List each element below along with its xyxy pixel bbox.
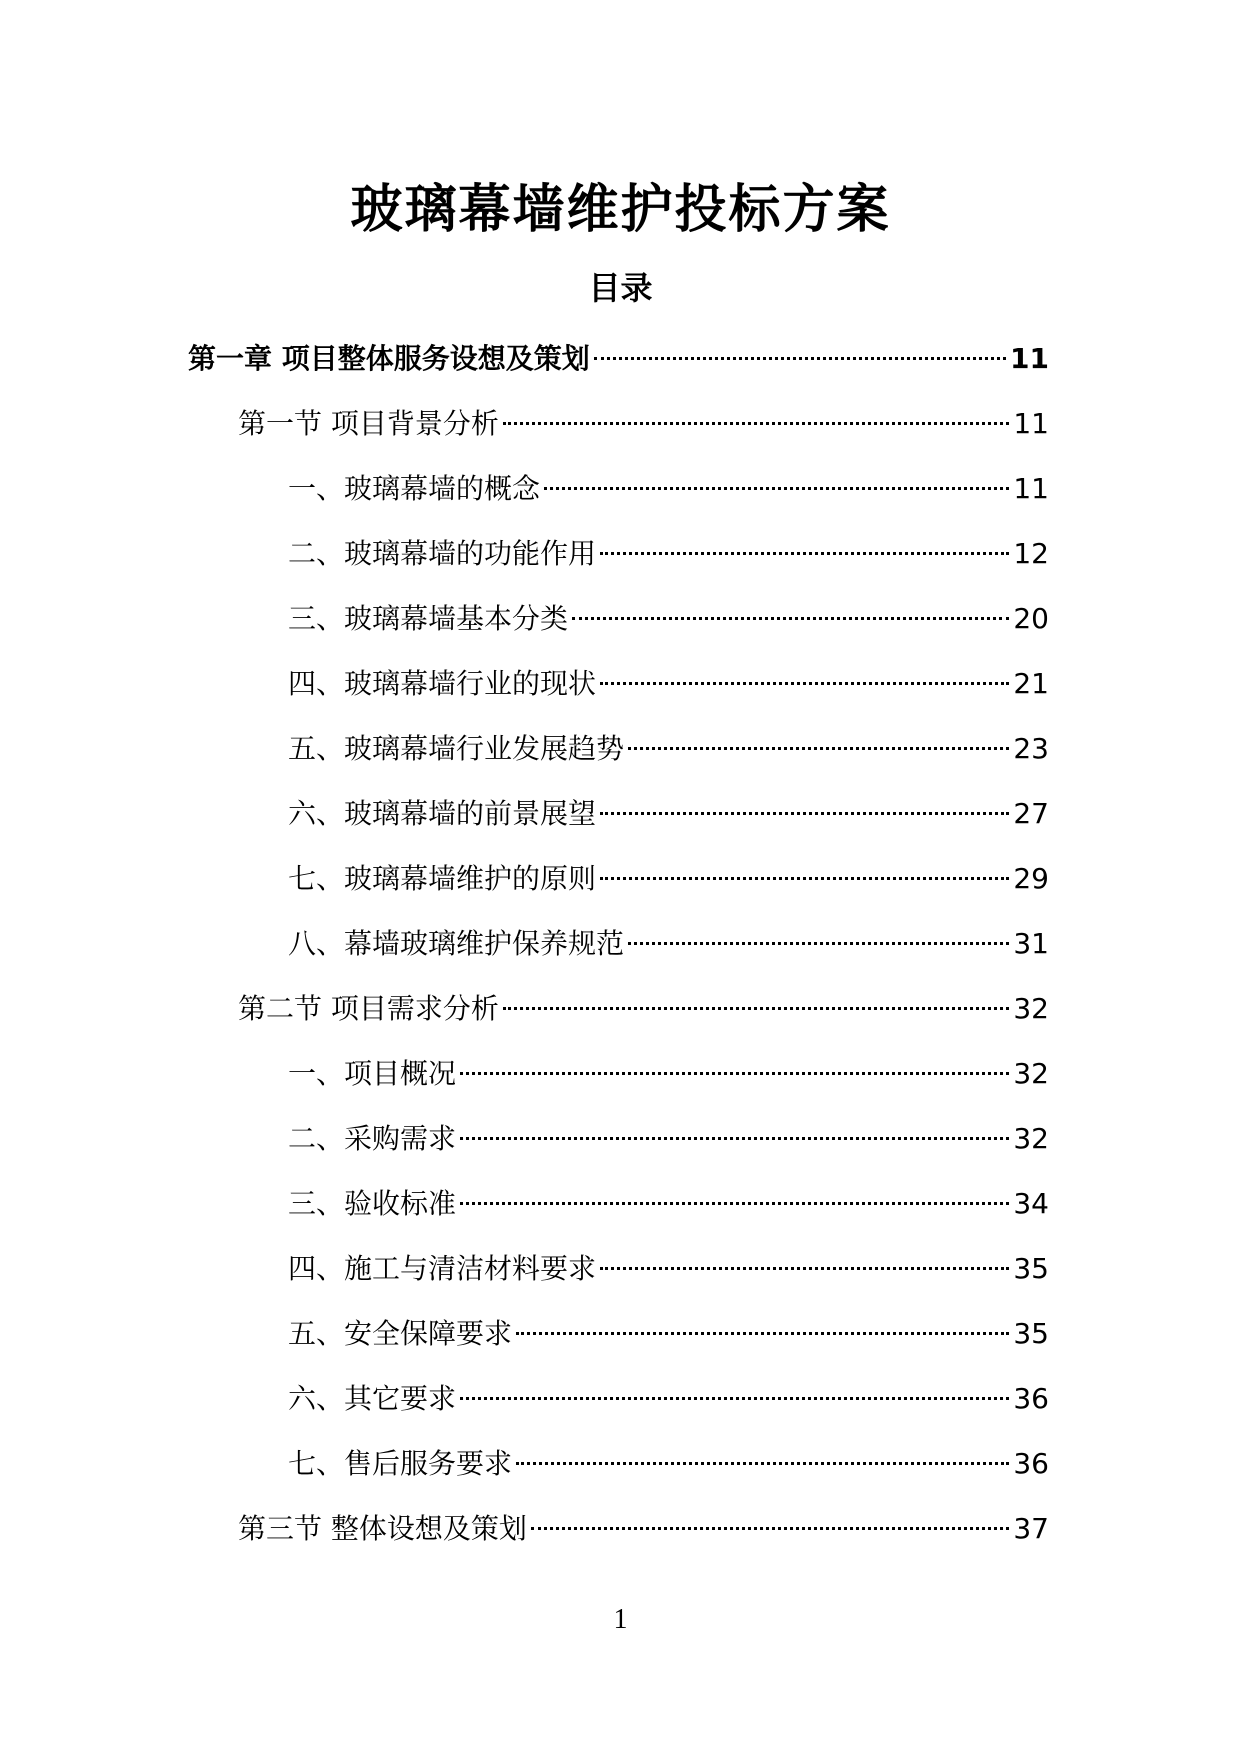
toc-heading: 目录 bbox=[588, 269, 653, 307]
toc-entry-text: 五、玻璃幕墙行业发展趋势 bbox=[288, 732, 625, 765]
toc-entry-page: 21 bbox=[1013, 667, 1049, 700]
toc-entry-item[interactable] bbox=[0, 1106, 1241, 1171]
toc-entry-page: 27 bbox=[1013, 797, 1049, 830]
toc-entry-item[interactable] bbox=[0, 651, 1241, 716]
toc-entry-text: 八、幕墙玻璃维护保养规范 bbox=[288, 927, 625, 960]
toc-entry-page: 29 bbox=[1013, 862, 1049, 895]
toc-entry-page: 32 bbox=[1013, 1122, 1049, 1155]
toc-entry-item[interactable] bbox=[0, 911, 1241, 976]
toc-entry-chapter-1[interactable] bbox=[0, 326, 1241, 391]
toc-entry-item[interactable] bbox=[0, 1171, 1241, 1236]
toc-entry-page: 11 bbox=[1013, 472, 1049, 505]
toc-dot-leader bbox=[516, 1462, 1009, 1465]
toc-dot-leader bbox=[628, 747, 1009, 750]
toc-dot-leader bbox=[572, 617, 1009, 620]
toc-entry-text: 七、玻璃幕墙维护的原则 bbox=[288, 862, 597, 895]
toc-dot-leader bbox=[516, 1332, 1009, 1335]
toc-entry-page: 11 bbox=[1010, 342, 1049, 375]
toc-dot-leader bbox=[594, 357, 1006, 360]
toc-dot-leader bbox=[460, 1137, 1009, 1140]
toc-entry-page: 11 bbox=[1013, 407, 1049, 440]
toc-entry-section-2[interactable] bbox=[0, 976, 1241, 1041]
toc-entry-text: 一、项目概况 bbox=[288, 1057, 457, 1090]
table-of-contents bbox=[0, 326, 1241, 1561]
toc-entry-text: 四、玻璃幕墙行业的现状 bbox=[288, 667, 597, 700]
toc-entry-item[interactable] bbox=[0, 846, 1241, 911]
page-number: 1 bbox=[613, 1604, 628, 1635]
toc-entry-item[interactable] bbox=[0, 586, 1241, 651]
toc-dot-leader bbox=[544, 487, 1009, 490]
toc-entry-text: 二、玻璃幕墙的功能作用 bbox=[288, 537, 597, 570]
toc-entry-text: 三、验收标准 bbox=[288, 1187, 457, 1220]
toc-entry-item[interactable] bbox=[0, 1366, 1241, 1431]
toc-entry-page: 35 bbox=[1013, 1252, 1049, 1285]
toc-entry-page: 34 bbox=[1013, 1187, 1049, 1220]
toc-entry-page: 32 bbox=[1013, 1057, 1049, 1090]
toc-dot-leader bbox=[460, 1397, 1009, 1400]
toc-entry-item[interactable] bbox=[0, 521, 1241, 586]
toc-dot-leader bbox=[600, 877, 1009, 880]
toc-entry-page: 12 bbox=[1013, 537, 1049, 570]
toc-dot-leader bbox=[503, 1007, 1009, 1010]
toc-entry-text: 一、玻璃幕墙的概念 bbox=[288, 472, 541, 505]
toc-dot-leader bbox=[460, 1072, 1009, 1075]
toc-dot-leader bbox=[460, 1202, 1009, 1205]
toc-entry-item[interactable] bbox=[0, 716, 1241, 781]
toc-entry-item[interactable] bbox=[0, 456, 1241, 521]
toc-dot-leader bbox=[531, 1527, 1009, 1530]
toc-entry-page: 20 bbox=[1013, 602, 1049, 635]
toc-entry-text: 七、售后服务要求 bbox=[288, 1447, 513, 1480]
toc-entry-text: 五、安全保障要求 bbox=[288, 1317, 513, 1350]
toc-entry-item[interactable] bbox=[0, 1301, 1241, 1366]
toc-entry-item[interactable] bbox=[0, 1431, 1241, 1496]
toc-entry-text: 六、其它要求 bbox=[288, 1382, 457, 1415]
toc-entry-text: 第三节 整体设想及策划 bbox=[238, 1512, 527, 1545]
toc-entry-text: 第一节 项目背景分析 bbox=[238, 407, 499, 440]
toc-dot-leader bbox=[503, 422, 1009, 425]
toc-entry-item[interactable] bbox=[0, 781, 1241, 846]
toc-entry-text: 三、玻璃幕墙基本分类 bbox=[288, 602, 569, 635]
toc-entry-text: 二、采购需求 bbox=[288, 1122, 457, 1155]
toc-entry-page: 37 bbox=[1013, 1512, 1049, 1545]
toc-dot-leader bbox=[600, 812, 1009, 815]
toc-entry-section-3[interactable] bbox=[0, 1496, 1241, 1561]
toc-dot-leader bbox=[600, 1267, 1009, 1270]
toc-entry-page: 32 bbox=[1013, 992, 1049, 1025]
toc-entry-page: 23 bbox=[1013, 732, 1049, 765]
toc-entry-page: 35 bbox=[1013, 1317, 1049, 1350]
toc-entry-page: 36 bbox=[1013, 1382, 1049, 1415]
toc-entry-text: 四、施工与清洁材料要求 bbox=[288, 1252, 597, 1285]
toc-entry-section-1[interactable] bbox=[0, 391, 1241, 456]
toc-entry-text: 六、玻璃幕墙的前景展望 bbox=[288, 797, 597, 830]
toc-entry-page: 36 bbox=[1013, 1447, 1049, 1480]
document-title: 玻璃幕墙维护投标方案 bbox=[350, 180, 891, 240]
toc-entry-text: 第一章 项目整体服务设想及策划 bbox=[188, 342, 590, 375]
toc-entry-item[interactable] bbox=[0, 1236, 1241, 1301]
toc-entry-page: 31 bbox=[1013, 927, 1049, 960]
toc-dot-leader bbox=[600, 682, 1009, 685]
toc-entry-item[interactable] bbox=[0, 1041, 1241, 1106]
toc-entry-text: 第二节 项目需求分析 bbox=[238, 992, 499, 1025]
toc-dot-leader bbox=[628, 942, 1009, 945]
toc-dot-leader bbox=[600, 552, 1009, 555]
